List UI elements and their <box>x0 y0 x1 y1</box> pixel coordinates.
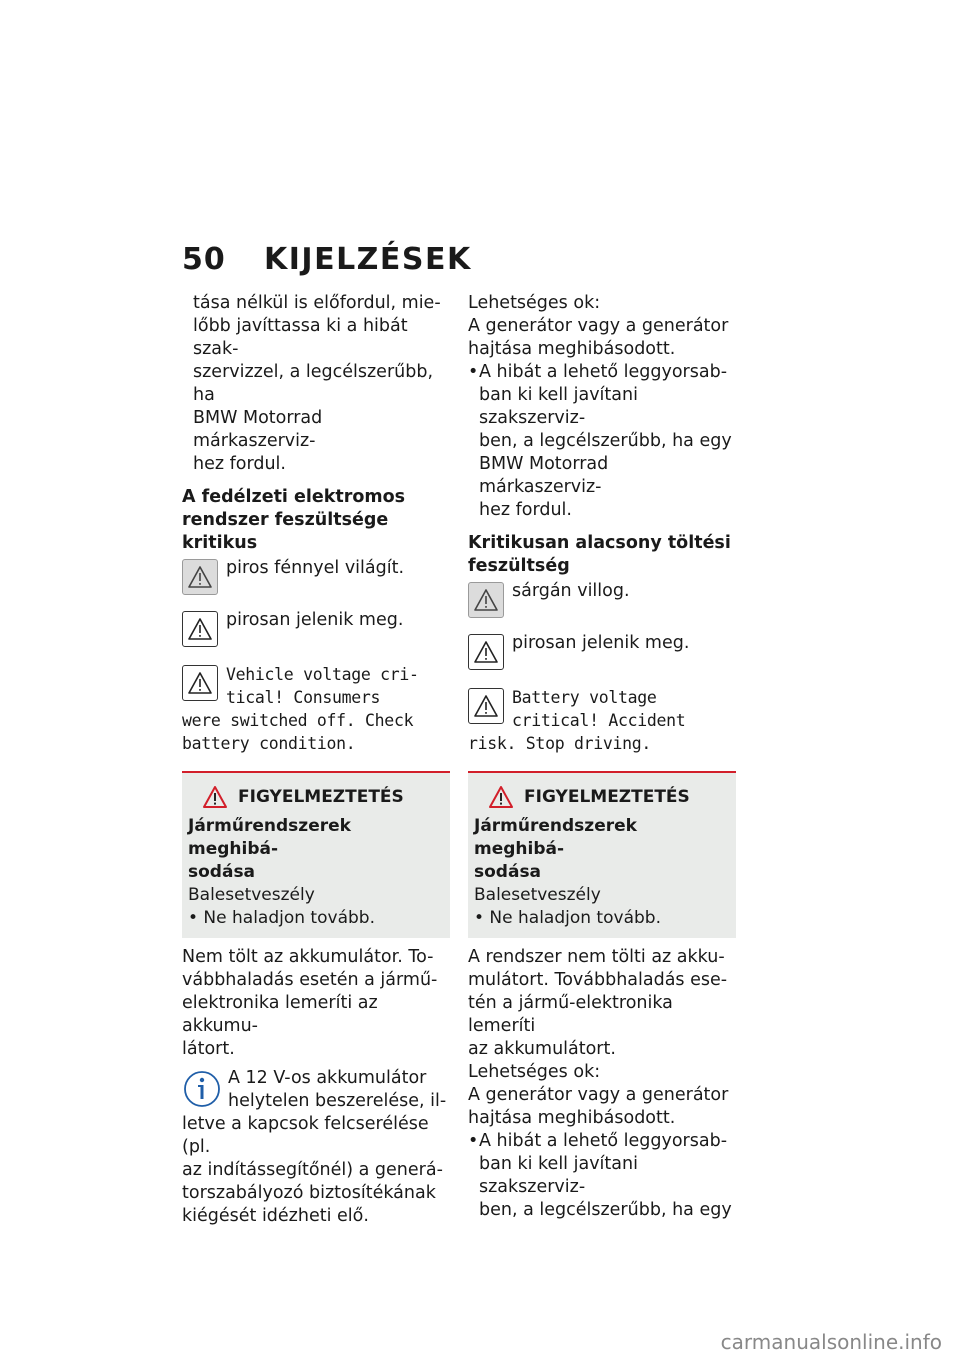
warning-triangle-filled-icon <box>182 559 218 595</box>
right-column: Lehetséges ok: A generátor vagy a generátor hajtása meghibásodott. • A hibát a lehető leggyorsab- ban ki kell javítani szakszerviz- ben, a legcélszerűbb, ha egy BMW Motorrad márkaszerviz- hez fordul. Kritikusan alacsony töltési feszültség sárgán villog. pirosan jelenik meg. Battery voltage critical! Accident risk. Stop driving. FIGYELMEZTETÉS Járműrendszerek meghibá- sodása Balesetveszély • Ne haladjon tovább. A rendszer nem tölti az akku- mulátort. Továbbhaladás ese- tén a jármű-elektronika lemeríti az akkumulátort. Lehetséges ok: A generátor vagy a generátor hajtása meghibásodott. • A hibát a lehető leggyorsab- ban ki kell javítani szakszerviz- ben, a legcélszerűbb, ha egy <box>468 292 736 1222</box>
system-not-charging-paragraph: A rendszer nem tölti az akku- mulátort. Továbbhaladás ese- tén a jármű-elektronika lemeríti az akkumulátort. <box>468 947 728 1059</box>
not-charging-paragraph: Nem tölt az akkumulátor. To- vábbhaladás esetén a jármű- elektronika lemeríti az akkumu- látort. <box>182 947 438 1059</box>
warning-box-2 <box>468 771 736 938</box>
display-message-text: Vehicle voltage cri- tical! Consumers were switched off. Check battery condition. <box>182 665 419 753</box>
warning-triangle-outline-icon <box>182 611 218 647</box>
page-header <box>182 242 472 277</box>
warning-risk: Balesetveszély <box>188 885 315 905</box>
warning-triangle-red-icon <box>488 785 514 809</box>
warning-header <box>488 785 730 809</box>
indicator-yellow-row <box>468 580 736 620</box>
bullet-repair: • A hibát a lehető leggyorsab- ban ki kell javítani szakszerviz- ben, a legcélszerűbb, ha egy BMW Motorrad márkaszerviz- hez fordul. <box>468 362 732 520</box>
indicator-red-row <box>182 557 450 597</box>
display-message-row <box>182 663 450 755</box>
warning-box <box>182 771 450 938</box>
info-icon <box>182 1069 222 1109</box>
page-title: KIJELZÉSEK <box>264 242 472 277</box>
indicator-yellow-text: sárgán villog. <box>512 581 630 601</box>
warning-risk: Balesetveszély <box>474 885 601 905</box>
section-title-low-charge: Kritikusan alacsony töltési feszültség <box>468 533 731 576</box>
warning-label: FIGYELMEZTETÉS <box>238 787 404 807</box>
display-red-row-2 <box>468 632 736 672</box>
indicator-red-text: piros fénnyel világít. <box>226 558 405 578</box>
warning-triangle-red-icon <box>202 785 228 809</box>
possible-cause-label: Lehetséges ok: <box>468 293 601 313</box>
display-message-row-2 <box>468 686 736 755</box>
warning-label: FIGYELMEZTETÉS <box>524 787 690 807</box>
warning-triangle-filled-icon <box>468 582 504 618</box>
warning-action: • Ne haladjon tovább. <box>188 908 375 928</box>
possible-cause-label-2: Lehetséges ok: <box>468 1062 601 1082</box>
warning-title: Járműrendszerek meghibá- sodása <box>188 816 351 882</box>
display-red-row <box>182 609 450 649</box>
bullet-repair-2: • A hibát a lehető leggyorsab- ban ki kell javítani szakszerviz- ben, a legcélszerűbb, ha egy <box>468 1131 732 1220</box>
page-number: 50 <box>182 242 226 277</box>
warning-triangle-outline-icon <box>182 665 218 701</box>
info-note: A 12 V-os akkumulátor helytelen beszerelése, il- letve a kapcsok felcserélése (pl. az indítássegítőnél) a generá- torszabályozó biztosítékának kiégését idézheti elő. <box>182 1068 447 1226</box>
display-red-text-2: pirosan jelenik meg. <box>512 633 690 653</box>
warning-triangle-outline-icon <box>468 688 504 724</box>
left-column <box>182 292 450 1228</box>
watermark: carmanualsonline.info <box>720 1330 942 1354</box>
warning-triangle-outline-icon <box>468 634 504 670</box>
section-title-voltage-critical: A fedélzeti elektromos rendszer feszültsége kritikus <box>182 487 406 553</box>
display-red-text: pirosan jelenik meg. <box>226 610 404 630</box>
warning-title: Járműrendszerek meghibá- sodása <box>474 816 637 882</box>
display-message-text-2: Battery voltage critical! Accident risk. Stop driving. <box>468 688 686 753</box>
intro-paragraph: tása nélkül is előfordul, mie- lőbb javíttassa ki a hibát szak- szervizzel, a legcélszerűbb, ha BMW Motorrad márkaszerviz- hez fordul. <box>193 293 441 474</box>
warning-action: • Ne haladjon tovább. <box>474 908 661 928</box>
warning-header <box>202 785 444 809</box>
